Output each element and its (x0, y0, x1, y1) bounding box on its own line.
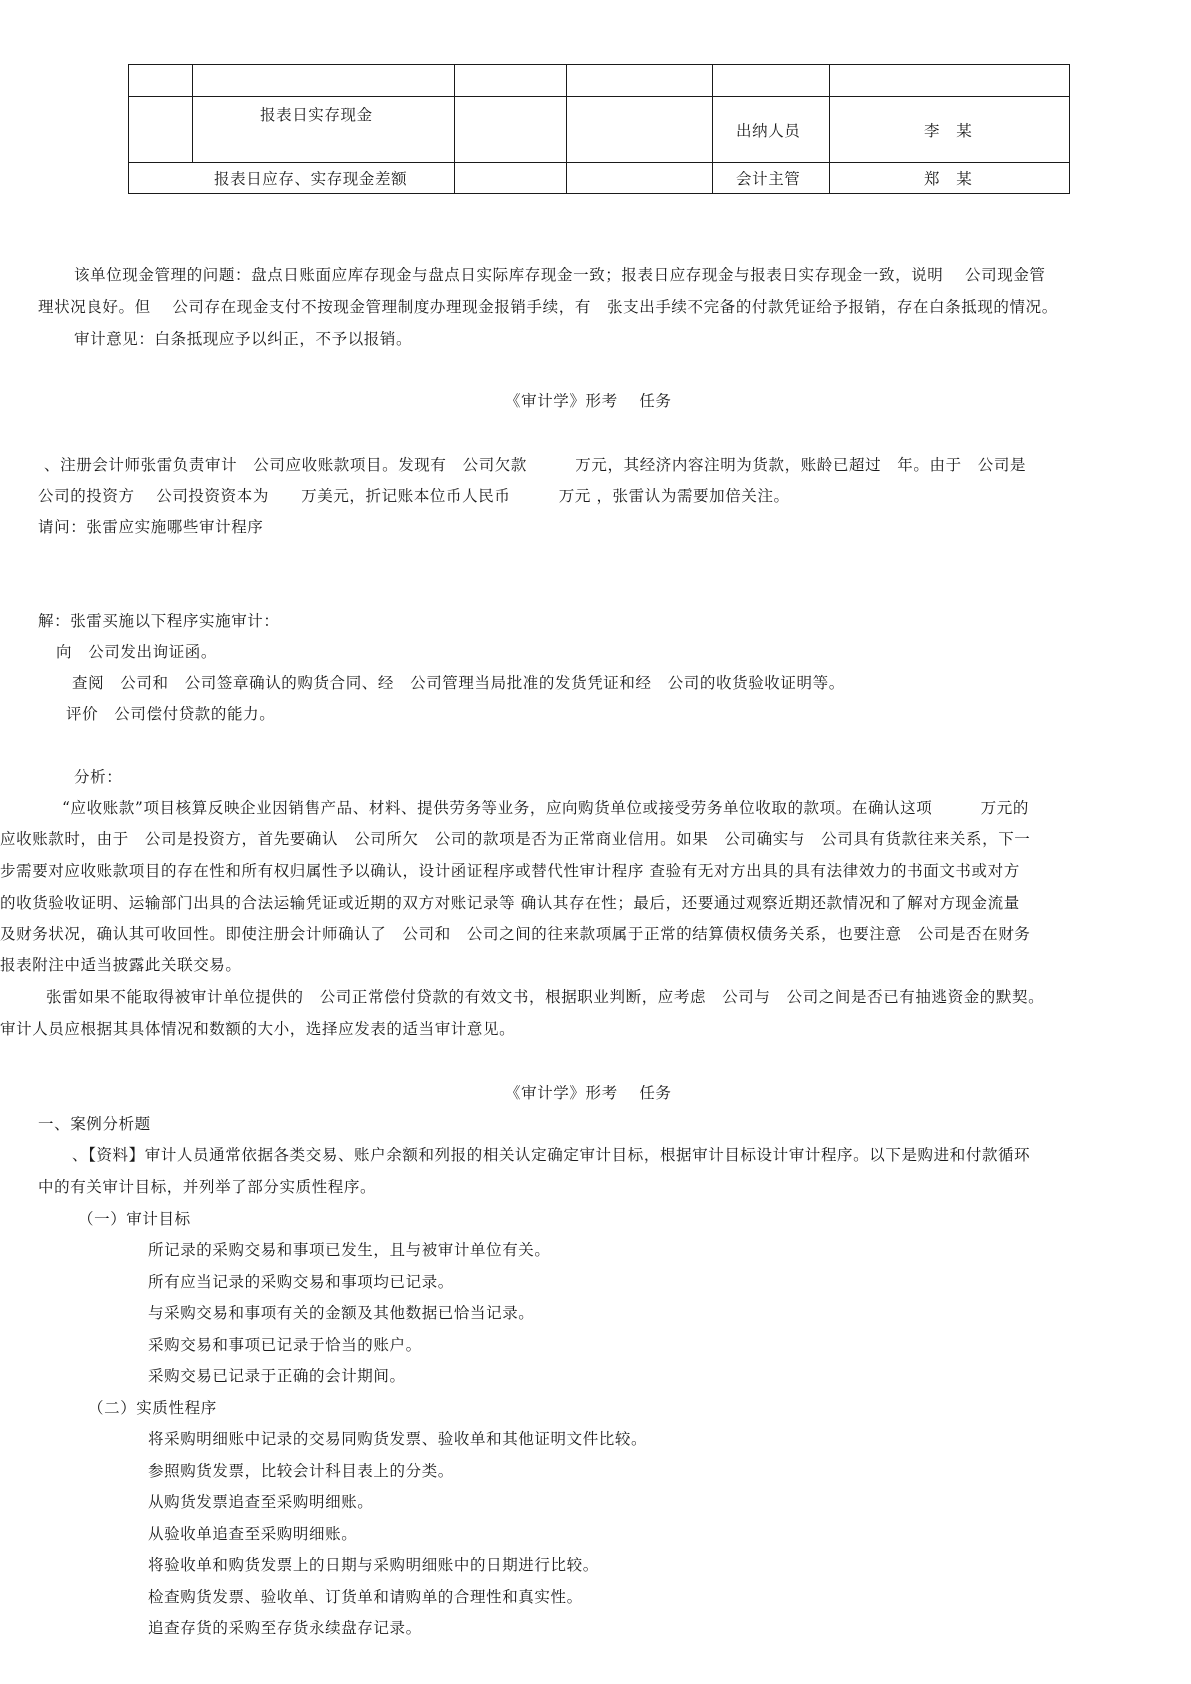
list-item: 将验收单和购货发票上的日期与采购明细账中的日期进行比较。 (148, 1556, 599, 1574)
table-rule (1069, 64, 1070, 194)
list-item: 检查购货发票、验收单、订货单和请购单的合理性和真实性。 (148, 1588, 583, 1606)
table-cell: 报表日应存、实存现金差额 (214, 170, 408, 188)
paragraph-line: 理状况良好。但 公司存在现金支付不按现金管理制度办理现金报销手续，有 张支出手续不完备的付款凭证给予报销，存在白条抵现的情况。 (38, 298, 1058, 316)
section-heading: 一、案例分析题 (38, 1115, 151, 1133)
paragraph-line: 步需要对应收账款项目的存在性和所有权归属性予以确认，设计函证程序或替代性审计程序 查验有无对方出具的具有法律效力的书面文书或对方 (0, 862, 1020, 880)
section-title: 《审计学》形考 任务 (505, 392, 672, 410)
list-item: 所记录的采购交易和事项已发生，且与被审计单位有关。 (148, 1241, 551, 1259)
section-title: 《审计学》形考 任务 (505, 1084, 672, 1102)
paragraph-line: “应收账款”项目核算反映企业因销售产品、材料、提供劳务等业务，应向购货单位或接受劳务单位收取的款项。在确认这项 万元的 (62, 799, 1029, 817)
answer-item: 评价 公司偿付贷款的能力。 (66, 705, 276, 723)
answer-item: 查阅 公司和 公司签章确认的购货合同、经 公司管理当局批准的发货凭证和经 公司的收货验收证明等。 (72, 674, 845, 692)
table-rule (128, 193, 1070, 194)
table-rule (829, 64, 830, 194)
analysis-title: 分析： (74, 768, 123, 786)
paragraph-line: 张雷如果不能取得被审计单位提供的 公司正常偿付贷款的有效文书，根据职业判断，应考虑 公司与 公司之间是否已有抽逃资金的默契。 (46, 988, 1045, 1006)
subheading-procedures: （二）实质性程序 (88, 1399, 217, 1417)
paragraph-line: 应收账款时，由于 公司是投资方，首先要确认 公司所欠 公司的款项是否为正常商业信用。如果 公司确实与 公司具有货款往来关系，下一 (0, 830, 1031, 848)
paragraph-line: 中的有关审计目标，并列举了部分实质性程序。 (38, 1178, 377, 1196)
list-item: 从购货发票追查至采购明细账。 (148, 1493, 374, 1511)
subheading-objectives: （一）审计目标 (78, 1210, 191, 1228)
table-rule (128, 64, 1070, 65)
cash-count-table (128, 64, 1070, 194)
table-cell: 报表日实存现金 (260, 106, 373, 124)
paragraph-line: 、注册会计师张雷负责审计 公司应收账款项目。发现有 公司欠款 万元，其经济内容注明为货款，账龄已超过 年。由于 公司是 (44, 456, 1027, 474)
table-cell: 郑 某 (924, 170, 973, 188)
list-item: 所有应当记录的采购交易和事项均已记录。 (148, 1273, 454, 1291)
list-item: 与采购交易和事项有关的金额及其他数据已恰当记录。 (148, 1304, 535, 1322)
table-rule (566, 64, 567, 194)
table-cell: 李 某 (924, 122, 973, 140)
answer-title: 解：张雷买施以下程序实施审计： (38, 612, 280, 630)
table-rule (128, 64, 129, 194)
paragraph-line: 的收货验收证明、运输部门出具的合法运输凭证或近期的双方对账记录等 确认其存在性；最后，还要通过观察近期还款情况和了解对方现金流量 (0, 894, 1020, 912)
list-item: 追查存货的采购至存货永续盘存记录。 (148, 1619, 422, 1637)
table-cell: 出纳人员 (736, 122, 801, 140)
paragraph-line: 报表附注中适当披露此关联交易。 (0, 956, 242, 974)
paragraph-line: 、【资料】审计人员通常依据各类交易、账户余额和列报的相关认定确定审计目标，根据审计目标设计审计程序。以下是购进和付款循环 (72, 1146, 1031, 1164)
table-cell: 会计主管 (736, 170, 801, 188)
table-rule (192, 64, 193, 162)
paragraph-line: 公司的投资方 公司投资资本为 万美元，折记账本位币人民币 万元 ，张雷认为需要加倍关注。 (38, 487, 790, 505)
paragraph-line: 该单位现金管理的问题：盘点日账面应库存现金与盘点日实际库存现金一致；报表日应存现金与报表日实存现金一致，说明 公司现金管 (74, 266, 1046, 284)
table-rule (454, 64, 455, 194)
paragraph-line: 审计人员应根据其具体情况和数额的大小，选择应发表的适当审计意见。 (0, 1020, 516, 1038)
list-item: 将采购明细账中记录的交易同购货发票、验收单和其他证明文件比较。 (148, 1430, 648, 1448)
list-item: 参照购货发票，比较会计科目表上的分类。 (148, 1462, 454, 1480)
paragraph-line: 及财务状况，确认其可收回性。即使注册会计师确认了 公司和 公司之间的往来款项属于正常的结算债权债务关系，也要注意 公司是否在财务 (0, 925, 1031, 943)
list-item: 采购交易已记录于正确的会计期间。 (148, 1367, 406, 1385)
answer-item: 向 公司发出询证函。 (56, 643, 218, 661)
paragraph-line: 审计意见：白条抵现应予以纠正，不予以报销。 (74, 330, 413, 348)
list-item: 采购交易和事项已记录于恰当的账户。 (148, 1336, 422, 1354)
table-rule (128, 96, 1070, 97)
table-rule (128, 162, 1070, 163)
table-rule (712, 64, 713, 194)
paragraph-line: 请问：张雷应实施哪些审计程序 (38, 518, 264, 536)
list-item: 从验收单追查至采购明细账。 (148, 1525, 358, 1543)
